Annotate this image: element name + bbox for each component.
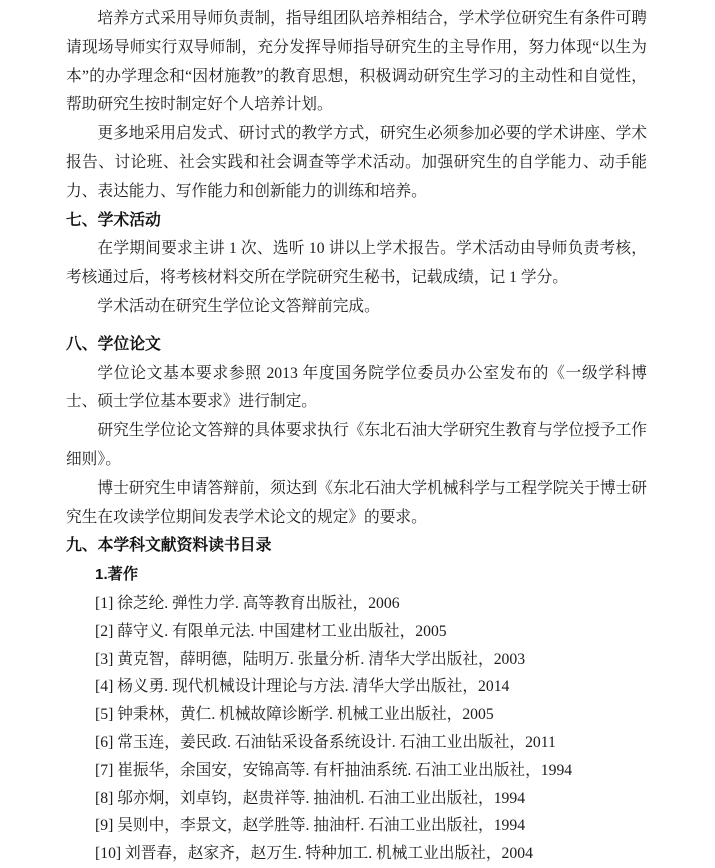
reference-item-9: [9] 吴则中，李景文，赵学胜等. 抽油杆. 石油工业出版社，1994 bbox=[95, 817, 526, 835]
section-heading-reading-list: 九、本学科文献资料读书目录 bbox=[66, 537, 272, 555]
paragraph-dissertation-defense-rules: 研究生学位论文答辩的具体要求执行《东北石油大学研究生教育与学位授予工作细则》。 bbox=[66, 422, 647, 468]
paragraph-training-method: 培养方式采用导师负责制，指导组团队培养相结合，学术学位研究生有条件可聘请现场导师实行双导师制，充分发挥导师指导研究生的主导作用，努力体现“以生为本”的办学理念和“因材施教”的教育思想，积极调动研究生学习的主动性和自觉性，帮助研究生按时制定好个人培养计划。 bbox=[66, 10, 647, 114]
paragraph-doctoral-defense-precondition: 博士研究生申请答辩前，须达到《东北石油大学机械科学与工程学院关于博士研究生在攻读学位期间发表学术论文的规定》的要求。 bbox=[66, 479, 647, 526]
reference-item-6: [6] 常玉连，姜民政. 石油钻采设备系统设计. 石油工业出版社，2011 bbox=[95, 733, 556, 751]
reference-item-10: [10] 刘晋春，赵家齐，赵万生. 特种加工. 机械工业出版社，2004 bbox=[95, 845, 533, 863]
reference-item-1: [1] 徐芝纶. 弹性力学. 高等教育出版社，2006 bbox=[95, 594, 400, 612]
reference-item-3: [3] 黄克智，薛明德，陆明万. 张量分析. 清华大学出版社，2003 bbox=[95, 650, 526, 668]
reference-item-7: [7] 崔振华，余国安，安锦高等. 有杆抽油系统. 石油工业出版社，1994 bbox=[95, 761, 573, 779]
paragraph-academic-activity-requirement: 在学期间要求主讲 1 次、选听 10 讲以上学术报告。学术活动由导师负责考核，考核通过后，将考核材料交所在学院研究生秘书，记载成绩，记 1 学分。 bbox=[66, 240, 647, 287]
section-heading-academic-activities: 七、学术活动 bbox=[66, 211, 161, 229]
section-heading-dissertation: 八、学位论文 bbox=[66, 335, 161, 353]
subsection-heading-books: 1.著作 bbox=[95, 566, 139, 584]
reference-item-4: [4] 杨义勇. 现代机械设计理论与方法. 清华大学出版社，2014 bbox=[95, 678, 510, 696]
paragraph-dissertation-basic-requirement: 学位论文基本要求参照 2013 年度国务院学位委员办公室发布的《一级学科博士、硕士学位基本要求》进行制定。 bbox=[66, 364, 647, 411]
reference-item-5: [5] 钟秉林，黄仁. 机械故障诊断学. 机械工业出版社，2005 bbox=[95, 706, 494, 724]
reference-item-8: [8] 邬亦炯，刘卓钧，赵贵祥等. 抽油机. 石油工业出版社，1994 bbox=[95, 789, 526, 807]
reference-item-2: [2] 薛守义. 有限单元法. 中国建材工业出版社，2005 bbox=[95, 622, 447, 640]
paragraph-academic-activity-deadline: 学术活动在研究生学位论文答辩前完成。 bbox=[97, 297, 380, 315]
paragraph-teaching-style: 更多地采用启发式、研讨式的教学方式，研究生必须参加必要的学术讲座、学术报告、讨论班、社会实践和社会调查等学术活动。加强研究生的自学能力、动手能力、表达能力、写作能力和创新能力的训练和培养。 bbox=[66, 125, 647, 200]
